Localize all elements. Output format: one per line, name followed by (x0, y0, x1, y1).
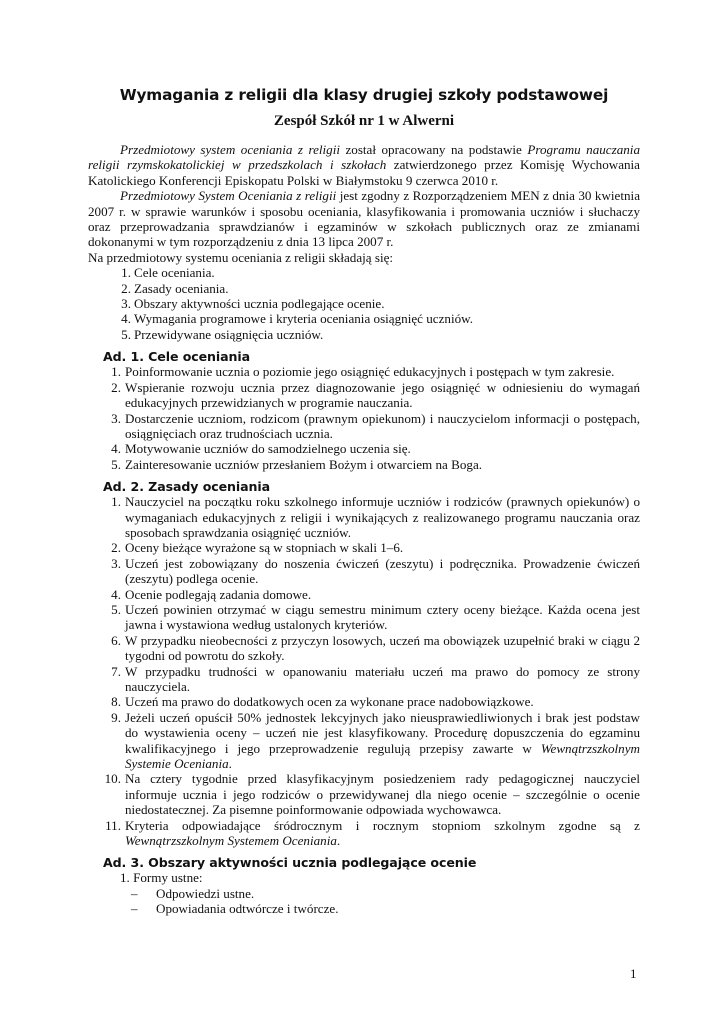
list-number: 1. (111, 364, 121, 380)
list-number: 2. (111, 540, 121, 556)
section-2-heading: Ad. 2. Zasady oceniania (103, 479, 271, 495)
list-item (88, 380, 640, 411)
list-number: 2. (121, 280, 131, 296)
list-text-end: . (228, 756, 232, 772)
list-number: 4. (111, 441, 121, 457)
section-3-list (131, 886, 640, 917)
list-text: Oceny bieżące wyrażone są w stopniach w skali 1–6. (125, 540, 404, 556)
list-item (88, 441, 640, 456)
intro-text-a: został opracowany na podstawie (339, 142, 528, 157)
list-text: Uczeń powinien otrzymać w ciągu semestru minimum cztery oceny bieżące. Każda ocena jest jawna i wystawiona według ustalonych kryteriów. (125, 601, 640, 633)
document-title: Wymagania z religii dla klasy drugiej szkoły podstawowej (119, 86, 609, 104)
list-item (88, 411, 640, 442)
list-text: Na cztery tygodnie przed klasyfikacyjnym posiedzeniem rady pedagogicznej nauczyciel informuje ucznia i jego rodziców o przewidywanej dla niego ocenie – szczególnie o ocenie niedostatecznej. Za pisemne poinformowanie odpowiada wychowawca. (125, 771, 640, 818)
intro-paragraph-1 (88, 142, 640, 188)
intro-italic-c: Przedmiotowy System Oceniania z religii (120, 188, 337, 204)
list-text: Cele oceniania. (134, 265, 215, 281)
document-page (88, 86, 640, 917)
intro-italic-a: Przedmiotowy system oceniania z religii (120, 142, 340, 157)
list-text: Przewidywane osiągnięcia uczniów. (134, 326, 324, 342)
section-1-heading: Ad. 1. Cele oceniania (103, 349, 251, 365)
list-text: Wymagania programowe i kryteria oceniania osiągnięć uczniów. (134, 311, 474, 327)
list-number: 2. (111, 379, 121, 395)
list-text: Wspieranie rozwoju ucznia przez diagnozowanie jego osiągnięć w odniesieniu do wymagań edukacyjnych przewidzianych w programie nauczania. (125, 379, 640, 411)
intro-paragraph-3: Na przedmiotowy systemu oceniania z religii składają się: (88, 249, 394, 265)
list-item (131, 901, 640, 916)
list-text-end: . (336, 833, 341, 849)
intro-text-b: zatwierdzonego przez Komisję Wychowania Katolickiego Konferencji Episkopatu Polski w Białymstoku 9 czerwca 2010 r. (88, 157, 640, 188)
list-number: 1. (121, 265, 131, 281)
section-2-list (88, 494, 640, 848)
list-item (88, 710, 640, 772)
list-text-italic: Wewnątrzszkolnym Systemie Oceniania (125, 740, 640, 772)
list-text-part: Jeżeli uczeń opuścił 50% jednostek lekcyjnych jako nieusprawiedliwionych i brak jest podstaw do wystawienia oceny – uczeń nie jest klasyfikowany. Procedurę dopuszczenia do egzaminu kwalifikacyjnego i jego przeprowadzenie regulują przepisy zawarte w (125, 709, 640, 756)
list-number: 5. (121, 326, 131, 342)
section-3-heading: Ad. 3. Obszary aktywności ucznia podlegające ocenie (103, 855, 477, 871)
list-item (88, 602, 640, 633)
intro-text-c: jest zgodny z Rozporządzeniem MEN z dnia 30 kwietnia 2007 r. w sprawie warunków i sposobu oceniania, klasyfikowania i promowania uczniów i słuchaczy oraz przeprowadzania sprawdzianów i egzaminów w szkołach publicznych oraz ze zmianami dokonanymi w tym rozporządzeniu z dnia 13 lipca 2007 r. (88, 188, 641, 250)
list-number: 11. (105, 817, 121, 833)
list-number: 3. (111, 555, 121, 571)
list-text: Dostarczenie uczniom, rodzicom (prawnym opiekunom) i nauczycielom informacji o postępach, osiągnięciach oraz trudnościach ucznia. (125, 410, 640, 441)
list-item (88, 364, 640, 379)
list-text: W przypadku nieobecności z przyczyn losowych, uczeń ma obowiązek uzupełnić braki w ciągu 2 tygodni od powrotu do szkoły. (125, 632, 640, 664)
list-item (88, 694, 640, 709)
list-item (88, 771, 640, 817)
list-text: Motywowanie uczniów do samodzielnego uczenia się. (125, 441, 411, 457)
list-text: Zainteresowanie uczniów przesłaniem Bożym i otwarciem na Boga. (125, 456, 483, 472)
list-text: Obszary aktywności ucznia podlegające ocenie. (134, 296, 385, 312)
list-text (125, 710, 640, 772)
list-text: Poinformowanie ucznia o poziomie jego osiągnięć edukacyjnych i postępach w tym zakresie. (125, 364, 615, 380)
list-text-part: Kryteria odpowiadające śródrocznym i rocznym stopniom szkolnym zgodne są z (125, 817, 640, 833)
list-item (88, 540, 640, 555)
list-text: W przypadku trudności w opanowaniu materiału uczeń ma prawo do pomocy ze strony nauczyciela. (125, 663, 640, 694)
list-number: 10. (104, 771, 121, 787)
list-number: 1. (111, 494, 121, 510)
list-item (114, 281, 640, 296)
list-number: 8. (111, 694, 121, 710)
list-item (131, 886, 640, 901)
list-item (88, 664, 640, 695)
list-item (114, 327, 640, 342)
list-number: 3. (121, 296, 131, 312)
list-item (114, 265, 640, 280)
document-subtitle: Zespół Szkół nr 1 w Alwerni (273, 113, 455, 129)
list-item (88, 494, 640, 540)
list-item (114, 311, 640, 326)
list-item (88, 818, 640, 849)
intro-paragraph-2 (88, 188, 640, 250)
list-text: Uczeń ma prawo do dodatkowych ocen za wykonane prace nadobowiązkowe. (125, 694, 534, 710)
list-text: Uczeń jest zobowiązany do noszenia ćwiczeń (zeszytu) i podręcznika. Prowadzenie ćwiczeń (zeszytu) podlega ocenie. (125, 555, 640, 587)
list-text-italic: Wewnątrzszkolnym Systemem Oceniania (125, 833, 337, 849)
list-text (125, 818, 640, 849)
list-text: Zasady oceniania. (134, 280, 229, 296)
section-1-list (88, 364, 640, 472)
dash-bullet: – (131, 901, 138, 917)
list-number: 5. (111, 601, 121, 617)
list-number: 6. (111, 632, 121, 648)
list-text: Opowiadania odtwórcze i twórcze. (156, 901, 339, 917)
list-number: 3. (111, 410, 121, 426)
list-number: 4. (121, 311, 131, 327)
list-number: 7. (111, 663, 121, 679)
list-number: 9. (111, 709, 121, 725)
list-item (88, 556, 640, 587)
list-text: Nauczyciel na początku roku szkolnego informuje uczniów i rodziców (prawnych opiekunów) o wymaganiach edukacyjnych z religii i wynikających z realizowanego programu nauczania oraz sposobach sprawdzania osiągnięć uczniów. (125, 494, 640, 540)
list-number: 5. (111, 456, 121, 472)
list-item (88, 587, 640, 602)
list-item (114, 296, 640, 311)
page-number: 1 (630, 966, 637, 981)
dash-bullet: – (131, 885, 138, 901)
list-item (88, 633, 640, 664)
section-3-subheading: 1. Formy ustne: (120, 870, 203, 886)
intro-list (114, 265, 640, 342)
list-number: 4. (111, 586, 121, 602)
list-text: Ocenie podlegają zadania domowe. (125, 586, 312, 602)
intro-italic-b: Programu nauczania religii rzymskokatolickiej w przedszkolach i szkołach (88, 142, 640, 173)
list-text: Odpowiedzi ustne. (156, 885, 255, 901)
list-item (88, 457, 640, 472)
